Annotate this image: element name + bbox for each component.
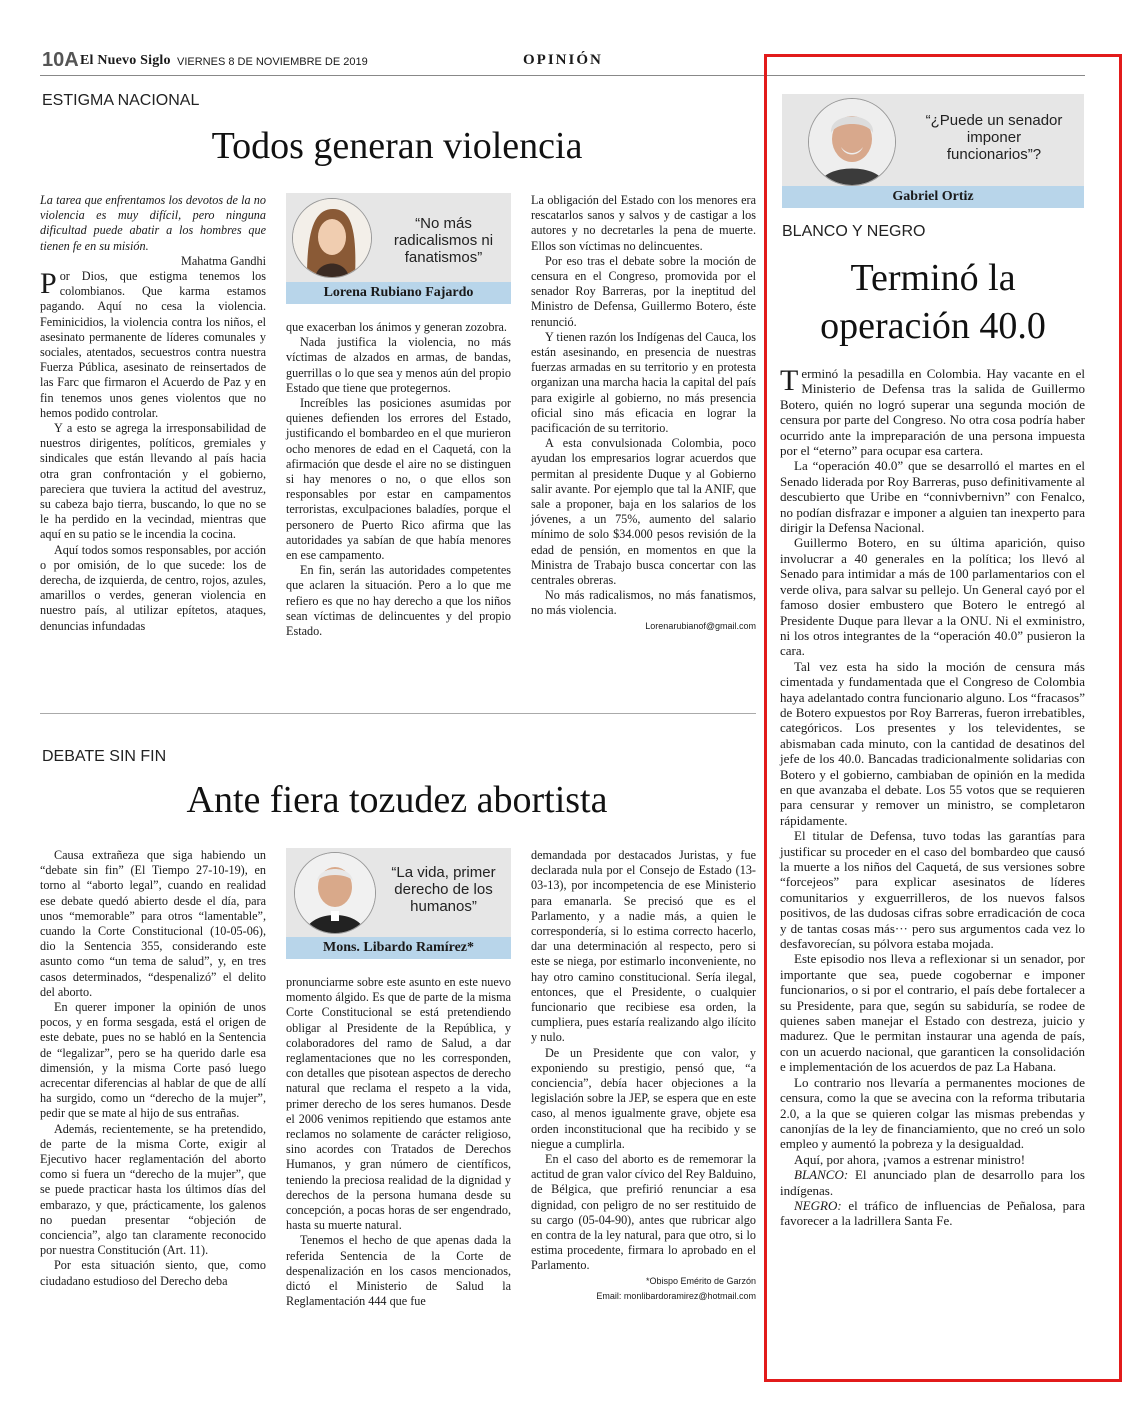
article2-col3 [531,848,756,1304]
article1-headline: Todos generan violencia [211,125,583,167]
author-photo [292,198,372,278]
article1-kicker: ESTIGMA NACIONAL [42,92,200,109]
paragraph-text: or Dios, que estigma tenemos los colombianos. Que karma estamos pagando. Aquí no cesa la violencia. Feminicidios, la violencia contra los niños, el asesinato permanente de líderes comunales y sociales, atentados, secuestros contra nuestra Fuerza Pública, asesinato de reinsertados de las Farc que firmaron el Acuerdo de Paz y en fin tenemos unos genes violentos que no hemos podido controlar. [40,269,266,420]
paragraph: Nada justifica la violencia, no más víctimas de alzados en armas, de bandas, guerrillas o lo que sea y menos aún del propio Estado que tiene que protegernos. [286,335,511,395]
paragraph: El titular de Defensa, tuvo todas las garantías para justificar su proceder en el caso del bombardeo que causó la muerte a los niños del Caquetá, de sus versiones sobre “forcejeos” para explicar asesinatos de líderes comunitarios y exguerrilleros, de los nuevos falsos positivos, de las dudosas cifras sobre erradicación de coca y de tantas cosas más··· pero sus argumentos cada vez lo desfavorecían, su pólvora estaba mojada. [780,828,1085,952]
blanco-label: BLANCO: [794,1167,849,1183]
author-email: Email: monlibardoramirez@hotmail.com [596,1290,756,1301]
paragraph: Terminó la pesadilla en Colombia. Hay vacante en el Ministerio de Defensa tras la salida de Guillermo Botero, quién no logró superar una segunda moción de censura por parte del Congreso. No otra cosa podría haber ocurrido ante la impreparación de una persona impuesta por el “eterno” para ocupar esa cartera. [780,364,1085,459]
blanco-text: El anunciado plan de desarrollo para los indígenas. [780,1167,1085,1198]
article2-headline: Ante fiera tozudez abortista [186,779,608,821]
paragraph: pronunciarme sobre este asunto en este nuevo momento álgido. Es que de parte de la misma Corte Constitucional se está pretendiendo obligar al Presidente de la República, y colaboradores del ramo de Salud, a dar reglamentaciones que no les corresponden, con detalles que pisotean aspectos de derecho natural que reclama el respeto a la vida, primer derecho de los seres humanos. Desde el 2006 venimos repitiendo que estamos ante reclamos no solamente de carácter religioso, sino acordes con Tratados de Derechos Humanos, y gran número de científicos, teniendo la preciosa realidad de la dignidad y derechos de la persona humana desde su concepción, a pocas horas de ser engendrado, hasta su muerte natural. [286,975,511,1233]
article1-col3 [531,193,756,634]
issue-date: VIERNES 8 DE NOVIEMBRE DE 2019 [177,56,368,68]
paragraph: Por eso tras el debate sobre la moción de censura en el Congreso, promovida por el senador Roy Barreras, por la ineptitud del Ministro de Defensa, Guillermo Botero, éste renunció. [531,253,756,329]
article3-kicker: BLANCO Y NEGRO [782,223,926,240]
author-photo [294,852,376,934]
paragraph: De un Presidente que con valor, y exponiendo su prestigio, pensó que, “a conciencia”, debía hacer objeciones a la legislación sobre la JEP, se espera que en este caso, al menos igualmente grave, objete esa orden inconstitucional que ha recibido y se niegue a cumplirla. [531,1045,756,1151]
paragraph: Causa extrañeza que siga habiendo un “debate sin fin” (El Tiempo 27-10-19), en torno al “aborto legal”, cuando en realidad ese debate quedó abierto desde el día, para unos “memorable” para otros “lamentable”, cuando la Corte Constitucional (10-05-06), dio la Sentencia 355, considerando este asunto como “un tema de salud”, y, en tres casos determinados, “despenalizó” el delito del aborto. [40,848,266,999]
pull-quote: “¿Puede un senador imponer funcionarios”? [925,112,1063,163]
paragraph: Tal vez esta ha sido la moción de censura más cimentada y fundamentada que el Congreso de Colombia haya adelantado contra funcionario alguno. Los “fracasos” de Botero expuestos por Roy Barreras, fueron irrebatibles, categóricos. Los presentes y los televidentes, se abismaban cada minuto, con la cantidad de desatinos del jefe de los 40.0. Bancadas tradicionalmente solidarias con Botero y el gobierno, cambiaban de opinión en la medida en que avanzaba el debate. Los 55 votos que se requieren para censurar y remover un ministro, se completaron rápidamente. [780,658,1086,828]
paragraph-text: erminó la pesadilla en Colombia. Hay vacante en el Ministerio de Defensa tras la salida de Guillermo Botero, quién no logró superar una segunda moción de censura por parte del Congreso. No otra cosa podría haber ocurrido ante la impreparación de una persona impuesta por el “eterno” para ocupar esa cartera. [780,366,1085,459]
page-number: 10A [42,49,79,71]
article2-col1 [40,848,266,1289]
author-footnote: *Obispo Emérito de Garzón [645,1275,756,1286]
author-name: Lorena Rubiano Fajardo [286,282,511,304]
paragraph: En querer imponer la opinión de unos pocos, y en forma sesgada, está el origen de este debate, pues no se habló en la Sentencia de “legalizar”, pero se ha querido darle esa dimensión, y la misma Corte pasó luego acrecentar diferencias al hablar de que de allí ha surgido, como un “derecho de la mujer”, pedir que se mate al hijo de sus entrañas. [40,1000,266,1121]
negro-text: el tráfico de influencias de Peñalosa, para favorecer a la ladrillera Santa Fe. [780,1197,1085,1229]
paragraph: No más radicalismos, no más fanatismos, no más violencia. [531,588,756,618]
negro-label: NEGRO: [794,1197,842,1213]
article1-col2 [286,320,511,639]
paragraph: Además, recientemente, se ha pretendido, de parte de la misma Corte, exigir al Ejecutivo hacer reglamentación del aborto como si fuera un “derecho de la mujer”, que se puede practicar hasta los últimos días del embarazo, y que, prácticamente, los galenos no puedan presentar “objeción de conciencia”, algo tan claramente reconocido por nuestra Constitución (Art. 11). [40,1121,266,1258]
article3-headline: Terminó la operación 40.0 [820,257,1046,347]
article2-kicker: DEBATE SIN FIN [42,748,167,765]
portrait-icon [293,199,371,277]
author-box-libardo [286,848,511,959]
epigraph: La tarea que enfrentamos los devotos de la no violencia es muy difícil, pero ninguna dificultad puede abatir a los hombres que tienen fe en su misión. [40,193,266,253]
paragraph: Por esta situación siento, que, como ciudadano estudioso del Derecho deba [40,1258,266,1288]
pull-quote: “La vida, primer derecho de los humanos” [391,864,496,915]
paragraph: A esta convulsionada Colombia, poco ayudan los empresarios lograr acuerdos que permitan al presidente Duque y al Gobierno salir avante. Por ejemplo que tal la ANIF, que sale a proponer, baja en los salarios de los jóvenes, a un 75%, aumento del salario mínimo de solo $34.000 pesos revisión de la edad de pensión, en momentos en que la Ministra de Trabajo busca concertar con las centrales obreras. [531,436,756,588]
paragraph: La obligación del Estado con los menores era rescatarlos sanos y salvos y de castigar a los autores y no decretarles la pena de muerte. Ellos son víctimas no delincuentes. [531,193,756,253]
section-title: OPINIÓN [523,52,603,68]
paragraph: Y a esto se agrega la irresponsabilidad de nuestros dirigentes, políticos, gremiales y sindicales que están llevando al país hacia otra gran confrontación y el gobierno, pareciera que tuviera la actitud del avestruz, su cabeza bajo tierra, buscando, lo que no se le ha perdido en la vecindad, mientras que aquí en su patio se le incendia la cocina. [40,421,266,542]
paragraph: En el caso del aborto es de rememorar la actitud de gran valor cívico del Rey Balduino, de Bélgica, que prefirió renunciar a esa dignidad, con peligro de no ser restituido de su cargo (05-04-90), antes que rubricar algo en contra de la ley natural, para que otro, si lo estima procedente, firmara lo aprobado en el Parlamento. [531,1152,756,1273]
masthead: El Nuevo Siglo [80,53,171,68]
paragraph: Por Dios, que estigma tenemos los colombianos. Que karma estamos pagando. Aquí no cesa la violencia. Feminicidios, la violencia contra los niños, el asesinato permanente de líderes comunales y sociales, atentados, secuestros contra nuestra Fuerza Pública, asesinato de reinsertados de las Farc que firmaron el Acuerdo de Paz y en fin tenemos unos genes violentos que no hemos podido controlar. [40,267,266,420]
paragraph: Aquí, por ahora, ¡vamos a estrenar ministro! [794,1151,1026,1167]
author-name: Mons. Libardo Ramírez* [286,937,511,959]
article-separator [40,713,756,714]
pull-quote: “No más radicalismos ni fanatismos” [393,215,494,266]
paragraph: Tenemos el hecho de que apenas dada la referida Sentencia de la Corte de despenalización en los casos mencionados, dictó el Ministerio de Salud la Reglamentación 444 que fue [286,1233,511,1309]
paragraph: Lo contrario nos llevaría a permanentes mociones de censura, como la que se avecina con la reforma tributaria 2.0, a la que se quieren colgar las mismas prebendas y canonjías de la ley de financiamiento, que no creó un solo empleo y aumentó la pobreza y la desigualdad. [780,1074,1085,1152]
author-email: Lorenarubianof@gmail.com [645,620,756,631]
paragraph: que exacerban los ánimos y generan zozobra. [286,320,507,334]
paragraph: Este episodio nos lleva a reflexionar si un senador, por importante que sea, puede cogobernar e imponer funcionarios, o si por el contrario, el país debe fortalecer a su Presidente, para que, según su sabiduría, se rodee de quienes saben manejar el Estado con destreza, juicio y madurez. Que le permitan instaurar una agenda de país, con un acuerdo nacional, que garanticen la consolidación e implementación de los acuerdos de paz La Habana. [780,951,1085,1075]
paragraph: Increíbles las posiciones asumidas por quienes defienden los errores del Estado, justificando el bombardeo en el que murieron ocho menores de edad en el Caquetá, con la afirmación que desde el aire no se distinguen si hay menores o no, o que ellos son responsables por estar en campamentos terroristas, exculpaciones baladíes, porque el personero de Puerto Rico afirma que las autoridades ya sabían de que había menores en ese campamento. [286,396,511,563]
epigraph-author: Mahatma Gandhi [181,253,266,268]
paragraph: Aquí todos somos responsables, por acción o por omisión, de lo que sucede: los de derecha, de izquierda, de centro, rojos, azules, amarillos o verdes, generan violencia en nuestro país, al utilizar epítetos, ataques, denuncias infundadas [40,542,266,633]
article2-col2 [286,975,511,1309]
paragraph: En fin, serán las autoridades competentes que aclaren la situación. Pero a lo que me refiero es que no hay derecho a que los niños sean víctimas de delincuentes y del propio Estado. [286,563,511,639]
author-box-lorena [286,193,511,304]
paragraph: Guillermo Botero, en su última aparición, quiso involucrar a 40 generales en la política; los llevó al Senado para intimidar a más de 100 parlamentarios con el verde oliva, para salvar su pellejo. Un General cayó por el famoso dosier embustero que Botero le entregó al Presidente Duque para llevar a la ONU. Ni el exministro, ni los otros integrantes de la “operación 40.0” pusieron la cara. [780,535,1085,659]
paragraph: demandada por destacados Juristas, y fue declarada nula por el Consejo de Estado (13-03-13), por incompetencia de ese Ministerio para emanarla. Se precisó que es el Parlamento, y a nadie más, a quien le correspondería, si lo estima correcto hacerlo, dar una determinación al respecto, pero si este se niega, por estimarlo inconveniente, no hay otro camino constitucional. Sería ilegal, entonces, que el Presidente, o cualquier funcionario que recibiese esa orden, la cumpliera, pues estaría realizando algo ilícito y nulo. [531,848,756,1045]
author-name: Gabriel Ortiz [782,186,1084,208]
portrait-icon [295,853,375,933]
highlight-frame [764,54,1122,1382]
paragraph: Y tienen razón los Indígenas del Cauca, los están asesinando, en presencia de nuestras fuerzas armadas en su territorio y en protesta organizan una marcha hacia la capital del país para exigirle al gobierno, no más presencia oficial sino más eficacia en lograr la pacificación de su territorio. [531,329,756,436]
paragraph: La “operación 40.0” que se desarrolló el martes en el Senado liderada por Roy Barreras, puso definitivamente al descubierto que Uribe en “connivbernivn” con Fenalco, no podían disfrazar e imponer a alguien tan inexperto para dirigir la Defensa Nacional. [780,458,1085,536]
article1-col1 [40,193,266,634]
